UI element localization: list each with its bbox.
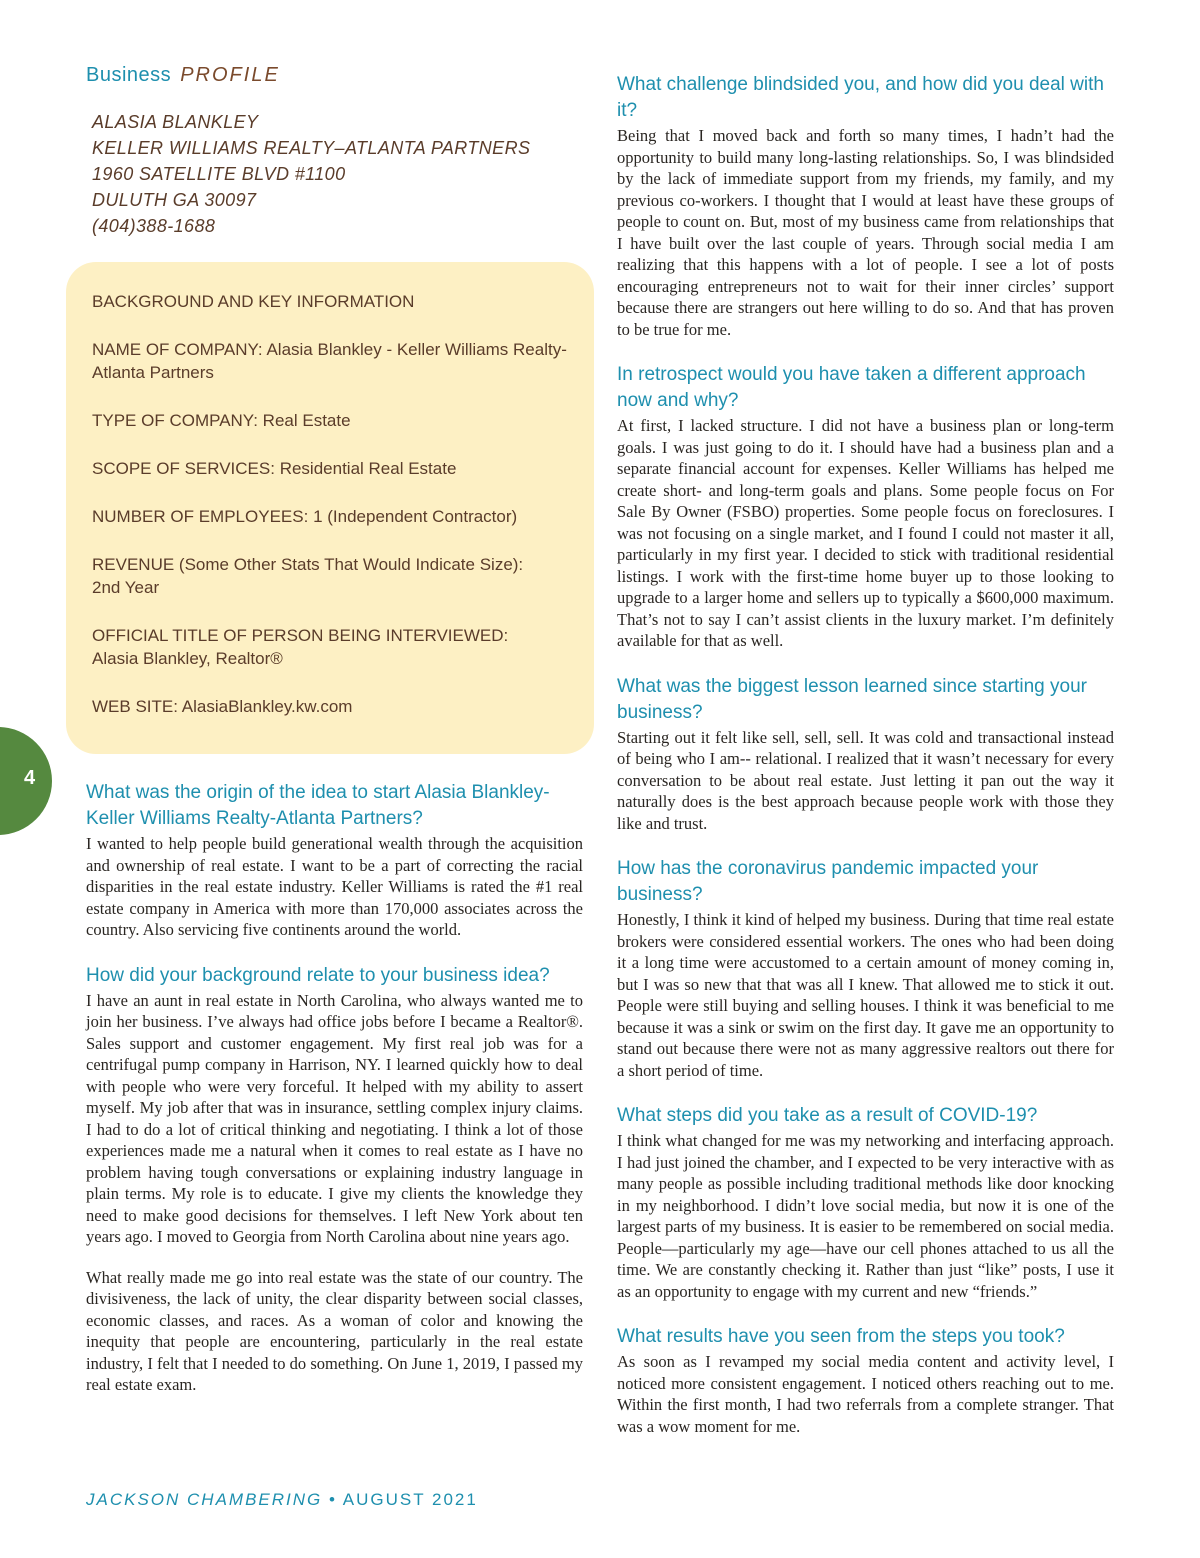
answer-paragraph: At first, I lacked structure. I did not have a business plan or long-term goals. I was just going to do it. I should have had a business plan and a separate financial account for expenses. Keller Williams has helped me create short- and long-term goals and plans. Some people focus on For Sale By Owner (FSBO) properties. Some people focus on foreclosures. I was not focusing on a single market, and I found I could not master it all, particularly in my first year. I decided to stick with traditional residential listings. I work with the first-time home buyer up to those looking to upgrade to a larger home and sellers up to typically a $600,000 maximum. That’s not to say I can’t assist clients in the luxury market. I’m definitely available for that as well. [617,416,1114,650]
page-number: 4 [24,767,36,789]
address-block [92,109,583,239]
info-row-website: WEB SITE: AlasiaBlankley.kw.com [92,697,353,716]
info-row-company: NAME OF COMPANY: Alasia Blankley - Keller Williams Realty-Atlanta Partners [92,340,567,382]
answer-paragraph: I wanted to help people build generational wealth through the acquisition and ownership of real estate. I want to be a part of correcting the racial disparities in the real estate industry. Keller Williams is rated the #1 real estate company in America with more than 170,000 associates across the country. Also servicing five continents around the world. [86,834,583,939]
publication-name: JACKSON CHAMBERING [86,1490,323,1509]
info-row-scope: SCOPE OF SERVICES: Residential Real Estate [92,459,457,478]
left-column [86,64,583,239]
section-title: PROFILE [180,64,280,86]
info-row-revenue: REVENUE (Some Other Stats That Would Indicate Size): 2nd Year [92,555,524,597]
info-row-type: TYPE OF COMPANY: Real Estate [92,411,351,430]
question-heading: What was the origin of the idea to start Alasia Blankley-Keller Williams Realty-Atlanta Partners? [86,782,550,829]
contact-name: ALASIA BLANKLEY [92,112,259,132]
answer-paragraph: I think what changed for me was my networking and interfacing approach. I had just joined the chamber, and I expected to be very interactive with as many people as possible including traditional methods like door knocking in my neighborhood. I didn’t love social media, but now it is one of the largest parts of my business. It is easier to be remembered on social media. People—particularly my age—have our cell phones attached to us all the time. We are constantly checking it. Rather than just “like” posts, I use it as an opportunity to engage with my current and new “friends.” [617,1131,1114,1301]
answer-paragraph: What really made me go into real estate was the state of our country. The divisiveness, the lack of unity, the clear disparity between social classes, economic classes, and races. As a woman of color and knowing the inequity that people are encountering, particularly in the real estate industry, I felt that I needed to do something. On June 1, 2019, I passed my real estate exam. [86,1267,583,1394]
page-footer [86,1490,478,1510]
answer-paragraph: I have an aunt in real estate in North Carolina, who always wanted me to join her business. I’ve always had office jobs before I became a Realtor®. Sales support and customer engagement. My first real job was for a centrifugal pump company in Harrison, NY. I learned quickly how to deal with people who were very forceful. It helped with my ability to assert myself. My job after that was in insurance, settling complex injury claims. I had to do a lot of critical thinking and negotiating. I think a lot of those experiences made me a natural when it comes to real estate as I have no problem having tough conversations or explaining industry language in plain terms. My role is to educate. I give my clients the knowledge they need to make good decisions for themselves. I left New York about ten years ago. I moved to Georgia from North Carolina about nine years ago. [86,990,583,1246]
key-information-box [66,262,594,754]
question-heading: How has the coronavirus pandemic impacted your business? [617,858,1039,905]
info-row-title: OFFICIAL TITLE OF PERSON BEING INTERVIEWED: Alasia Blankley, Realtor® [92,626,509,668]
section-prefix: Business [86,64,172,86]
question-heading: What challenge blindsided you, and how did you deal with it? [617,74,1104,121]
answer-paragraph: As soon as I revamped my social media content and activity level, I noticed more consistent engagement. I noticed others reaching out to me. Within the first month, I had two referrals from a complete stranger. That was a wow moment for me. [617,1352,1114,1436]
infobox-heading: BACKGROUND AND KEY INFORMATION [92,292,415,311]
section-label [86,64,583,87]
answer-paragraph: Being that I moved back and forth so many times, I hadn’t had the opportunity to build many long-lasting relationships. So, I was blindsided by the lack of immediate support from my friends, my family, and my previous co-workers. I thought that I would at least have these groups of people to count on. But, most of my business came from relationships that I have built over the last couple of years. Through social media I am realizing that this happens with a lot of people. I see a lot of posts encouraging entrepreneurs not to wait for their inner circles’ support because there are strangers out here willing to do so. And that has proven to be true for me. [617,126,1114,339]
contact-phone: (404)388-1688 [92,216,216,236]
contact-city: DULUTH GA 30097 [92,190,257,210]
right-qa [617,72,1114,1437]
question-heading: What was the biggest lesson learned since starting your business? [617,675,1087,723]
left-qa [86,780,583,1396]
question-heading: What results have you seen from the steps you took? [617,1326,1065,1347]
issue-date: AUGUST 2021 [342,1490,478,1509]
question-heading: In retrospect would you have taken a different approach now and why? [617,364,1086,411]
footer-separator: • [328,1490,337,1509]
question-heading: How did your background relate to your business idea? [86,964,550,986]
contact-company: KELLER WILLIAMS REALTY–ATLANTA PARTNERS [92,138,531,158]
answer-paragraph: Starting out it felt like sell, sell, sell. It was cold and transactional instead of being who I am-- relational. I realized that it wasn’t necessary for every conversation to be about real estate. Just letting it pan out the way it naturally does is the best approach because people work with those they like and trust. [617,727,1114,833]
question-heading: What steps did you take as a result of COVID-19? [617,1105,1038,1126]
contact-street: 1960 SATELLITE BLVD #1100 [92,164,346,184]
answer-paragraph: Honestly, I think it kind of helped my business. During that time real estate brokers were considered essential workers. The ones who had been doing it a long time were accustomed to a certain amount of money coming in, but I was so new that that was all I knew. That allowed me to stick it out. People were still buying and selling houses. I think it was beneficial to me because it was a sink or swim on the first day. It gave me an opportunity to stand out because there were not as many aggressive realtors out there for a short period of time. [617,910,1114,1080]
info-row-employees: NUMBER OF EMPLOYEES: 1 (Independent Contractor) [92,507,518,526]
